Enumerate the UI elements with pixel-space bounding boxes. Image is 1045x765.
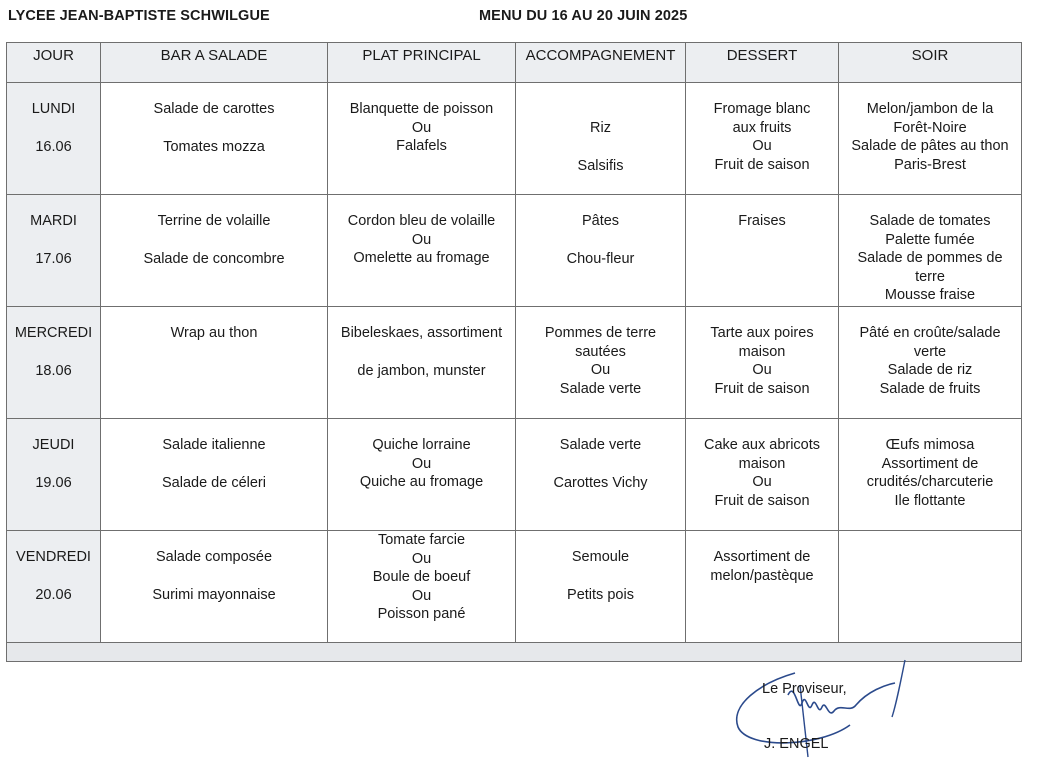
menu-item: Ile flottante [894,492,966,509]
day-name: LUNDI [31,101,76,117]
dessert-cell [686,83,839,195]
menu-item: Ou [752,138,772,154]
menu-item: Fromage blanc [713,101,811,117]
menu-item: Salade composée [155,549,273,565]
table-header-row [7,43,1022,83]
main-dish-cell [328,83,516,195]
column-header-main-dish: PLAT PRINCIPAL [328,43,516,83]
dessert-cell [686,195,839,307]
menu-item: Salade verte [559,437,642,453]
day-date: 18.06 [35,362,72,379]
menu-item: Salade verte [559,380,642,397]
salad-bar-cell [101,195,328,307]
day-date: 19.06 [35,474,72,491]
menu-item: Bibeleskaes, assortiment [340,325,503,341]
evening-cell [839,307,1022,419]
menu-row-vendredi [7,531,1022,643]
menu-item: Surimi mayonnaise [152,586,276,603]
day-name: MERCREDI [14,325,93,341]
menu-item: Ou [411,550,432,567]
day-date: 20.06 [35,586,72,603]
menu-item: Assortiment de [881,455,979,472]
menu-item: Tarte aux poires [710,325,814,341]
main-dish-cell [328,307,516,419]
menu-row-mercredi [7,307,1022,419]
menu-item: Falafels [396,138,447,154]
menu-item: Salade de pommes de [857,250,1003,266]
menu-item: Pâté en croûte/salade [859,325,1001,341]
menu-item: Semoule [571,549,630,565]
signatory-name: J. ENGEL [764,736,829,752]
menu-item: Petits pois [567,586,634,603]
day-name: VENDREDI [16,549,91,565]
main-dish-cell [328,531,516,643]
menu-item: Fraises [738,213,786,229]
day-cell [7,531,101,643]
menu-row-lundi [7,83,1022,195]
menu-item: Fruit de saison [714,380,810,397]
menu-item: Omelette au fromage [353,250,490,266]
menu-item: Melon/jambon de la [866,101,994,117]
menu-item: Ou [411,455,432,472]
menu-item: Wrap au thon [170,325,258,341]
menu-item: Riz [590,120,611,136]
menu-item: Blanquette de poisson [349,101,494,117]
side-dish-cell [516,307,686,419]
evening-cell [839,531,1022,643]
menu-item: Quiche au fromage [359,474,484,490]
evening-cell [839,195,1022,307]
menu-item: maison [738,455,786,472]
day-name: JEUDI [32,437,75,453]
day-cell [7,195,101,307]
menu-item: Quiche lorraine [372,437,471,453]
menu-item: de jambon, munster [357,362,486,379]
day-date: 17.06 [35,250,72,267]
menu-item: Ou [590,362,611,378]
menu-item: melon/pastèque [710,567,814,584]
menu-item: Cordon bleu de volaille [347,213,496,229]
menu-item: Carottes Vichy [553,474,648,491]
menu-item: Salade de fruits [879,380,981,397]
side-dish-cell [516,83,686,195]
menu-item: Salsifis [577,157,624,174]
day-cell [7,419,101,531]
menu-item: Tomates mozza [163,138,265,155]
menu-row-jeudi [7,419,1022,531]
menu-item: Salade de pâtes au thon [851,138,1009,154]
dessert-cell [686,531,839,643]
weekly-menu-table [6,42,1022,662]
menu-item: Salade de céleri [162,474,266,491]
menu-item: Œufs mimosa [885,437,975,453]
menu-item: Mousse fraise [884,287,976,303]
side-dish-cell [516,419,686,531]
menu-item: Ou [752,362,772,378]
menu-item: Pâtes [581,213,620,229]
dessert-cell [686,307,839,419]
day-cell [7,83,101,195]
menu-item: Assortiment de [713,549,811,565]
evening-cell [839,83,1022,195]
menu-item: verte [913,343,947,360]
menu-item: terre [915,268,945,285]
salad-bar-cell [101,307,328,419]
menu-item: maison [738,343,786,360]
menu-item: Terrine de volaille [157,213,271,229]
column-header-salad-bar: BAR A SALADE [101,43,328,83]
column-header-evening: SOIR [839,43,1022,83]
day-cell [7,307,101,419]
menu-item: Forêt-Noire [893,119,967,136]
menu-item: Tomate farcie [377,532,466,548]
main-dish-cell [328,419,516,531]
menu-item: Fruit de saison [714,492,810,509]
menu-item: Salade de riz [887,362,973,378]
side-dish-cell [516,195,686,307]
menu-item: Palette fumée [885,231,975,248]
side-dish-cell [516,531,686,643]
menu-item: Ou [752,474,772,490]
dessert-cell [686,419,839,531]
main-dish-cell [328,195,516,307]
menu-item: Paris-Brest [894,156,966,173]
menu-item: Fruit de saison [714,156,810,173]
salad-bar-cell [101,419,328,531]
column-header-day: JOUR [7,43,101,83]
signatory-role: Le Proviseur, [762,681,847,697]
menu-item: sautées [575,343,626,360]
salad-bar-cell [101,531,328,643]
menu-item: Cake aux abricots [703,437,821,453]
menu-item: Salade de carottes [153,101,275,117]
menu-item: Poisson pané [377,606,466,622]
menu-period-title: MENU DU 16 AU 20 JUIN 2025 [479,8,688,24]
salad-bar-cell [101,83,328,195]
column-header-dessert: DESSERT [686,43,839,83]
menu-item: aux fruits [732,119,792,136]
day-name: MARDI [30,213,77,229]
column-header-side: ACCOMPAGNEMENT [516,43,686,83]
menu-item: Chou-fleur [566,250,635,267]
evening-cell [839,419,1022,531]
menu-item: Salade de concombre [143,250,285,267]
menu-item: Pommes de terre [544,325,657,341]
menu-row-mardi [7,195,1022,307]
menu-item: Ou [411,231,432,248]
menu-item: Ou [411,119,432,136]
menu-item: Salade de tomates [869,213,991,229]
day-date: 16.06 [35,138,72,155]
school-name: LYCEE JEAN-BAPTISTE SCHWILGUE [8,8,270,24]
menu-item: Ou [411,587,432,604]
menu-item: crudités/charcuterie [866,474,994,490]
menu-item: Boule de boeuf [372,569,471,585]
menu-item: Salade italienne [162,437,266,453]
